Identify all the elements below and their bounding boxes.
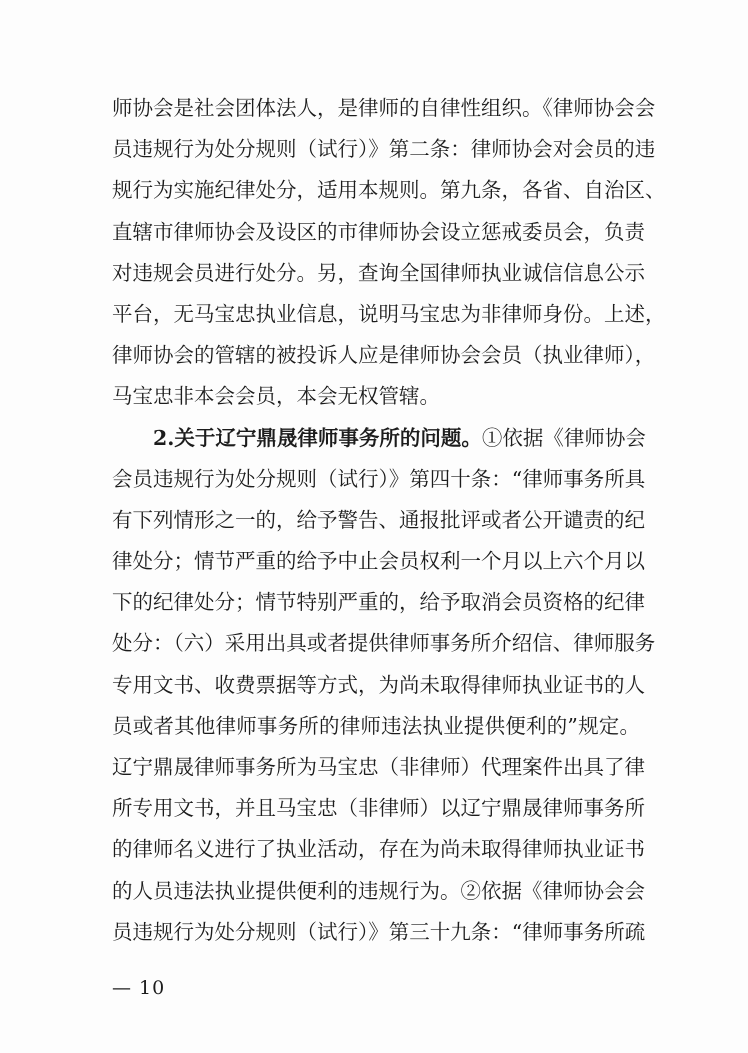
text-line: 律师协会的管辖的被投诉人应是律师协会会员（执业律师）， — [112, 343, 656, 368]
text-line: 师协会是社会团体法人，是律师的自律性组织。《律师协会会 — [112, 96, 656, 120]
text-line: 所专用文书，并且马宝忠（非律师）以辽宁鼎晟律师事务所 — [112, 796, 645, 821]
text-line: 直辖市律师协会及设区的市律师协会设立惩戒委员会，负责 — [112, 219, 645, 244]
text-line: 平台，无马宝忠执业信息，说明马宝忠为非律师身份。上述， — [112, 301, 666, 326]
body-text — [112, 88, 666, 953]
text-line: 规行为实施纪律处分，适用本规则。第九条，各省、自治区、 — [112, 178, 666, 203]
section-heading-line — [112, 418, 646, 459]
text-line: 专用文书、收费票据等方式，为尚未取得律师执业证书的人 — [112, 672, 645, 697]
text-line: 的人员违法执业提供便利的违规行为。②依据《律师协会会 — [112, 878, 645, 903]
text-line: 律处分；情节严重的给予中止会员权利一个月以上六个月以 — [112, 549, 645, 574]
text-line: 的律师名义进行了执业活动，存在为尚未取得律师执业证书 — [112, 837, 645, 862]
text-line: 会员违规行为处分规则（试行）》第四十条：“律师事务所具 — [112, 466, 646, 491]
text-line: 处分：（六）采用出具或者提供律师事务所介绍信、律师服务 — [112, 631, 656, 656]
text-line: 员违规行为处分规则（试行）》第三十九条：“律师事务所疏 — [112, 919, 646, 944]
text-run: ①依据《律师协会 — [481, 425, 646, 450]
text-line: 有下列情形之一的，给予警告、通报批评或者公开谴责的纪 — [112, 507, 645, 532]
text-line: 辽宁鼎晟律师事务所为马宝忠（非律师）代理案件出具了律 — [112, 755, 645, 779]
section-heading: 2.关于辽宁鼎晟律师事务所的问题。 — [153, 425, 482, 450]
text-line: 马宝忠非本会会员，本会无权管辖。 — [112, 384, 440, 409]
page-number: — 10 — [112, 977, 166, 999]
text-line: 对违规会员进行处分。另，查询全国律师执业诚信信息公示 — [112, 260, 645, 285]
text-line: 员或者其他律师事务所的律师违法执业提供便利的”规定。 — [112, 713, 640, 738]
text-line: 下的纪律处分；情节特别严重的，给予取消会员资格的纪律 — [112, 590, 645, 615]
text-line: 员违规行为处分规则（试行）》第二条：律师协会对会员的违 — [112, 137, 656, 162]
